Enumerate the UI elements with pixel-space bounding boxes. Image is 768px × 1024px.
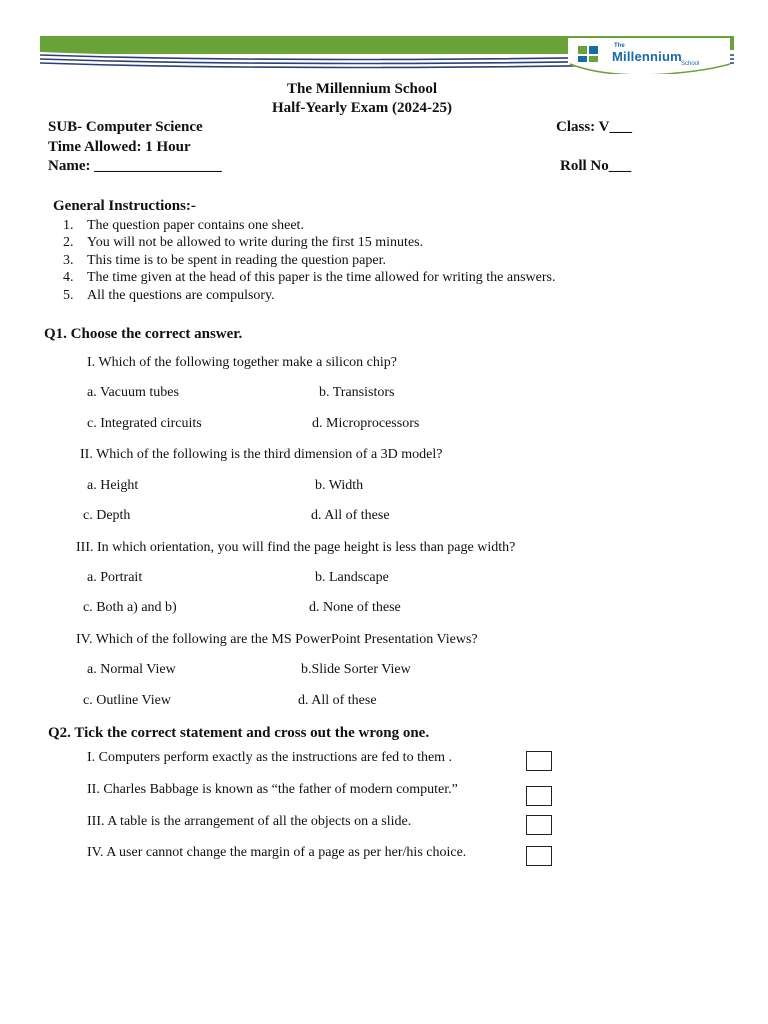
- logo-the-text: The: [614, 43, 625, 49]
- question-text: III. In which orientation, you will find the page height is less than page width?: [76, 540, 516, 555]
- statement-text: I. Computers perform exactly as the instructions are fed to them .: [87, 750, 453, 765]
- instruction-number: 2.: [63, 235, 74, 250]
- option-d: d. All of these: [311, 508, 390, 523]
- q1-title: Q1. Choose the correct answer.: [44, 326, 243, 342]
- class-label: Class: V___: [556, 119, 632, 135]
- option-a: a. Vacuum tubes: [87, 385, 179, 400]
- instruction-number: 3.: [63, 253, 74, 268]
- school-name: The Millennium School: [286, 81, 438, 97]
- time-allowed: Time Allowed: 1 Hour: [48, 139, 191, 155]
- exam-title: Half-Yearly Exam (2024-25): [272, 100, 452, 116]
- tick-box[interactable]: [526, 815, 552, 835]
- tick-box[interactable]: [526, 846, 552, 866]
- option-a: a. Height: [87, 478, 139, 493]
- q2-title: Q2. Tick the correct statement and cross out the wrong one.: [48, 725, 430, 741]
- option-d: d. None of these: [309, 600, 401, 615]
- name-label: Name: _________________: [48, 158, 222, 174]
- option-b: b. Landscape: [315, 570, 389, 585]
- statement-text: III. A table is the arrangement of all the objects on a slide.: [87, 814, 412, 829]
- instruction-number: 4.: [63, 270, 74, 285]
- instruction-text: This time is to be spent in reading the question paper.: [87, 253, 386, 268]
- instruction-number: 5.: [63, 288, 74, 303]
- logo-name-text: Millennium: [612, 49, 682, 64]
- option-c: c. Integrated circuits: [87, 416, 202, 431]
- tick-box[interactable]: [526, 751, 552, 771]
- statement-text: II. Charles Babbage is known as “the father of modern computer.”: [87, 782, 458, 797]
- instruction-number: 1.: [63, 218, 74, 233]
- instruction-text: The question paper contains one sheet.: [87, 218, 304, 233]
- tick-box[interactable]: [526, 786, 552, 806]
- question-text: IV. Which of the following are the MS PowerPoint Presentation Views?: [76, 632, 478, 647]
- option-b: b. Transistors: [319, 385, 395, 400]
- instruction-text: The time given at the head of this paper is the time allowed for writing the answers.: [87, 270, 556, 285]
- option-a: a. Portrait: [87, 570, 143, 585]
- instruction-text: You will not be allowed to write during the first 15 minutes.: [87, 235, 424, 250]
- option-b: b. Width: [315, 478, 364, 493]
- option-c: c. Depth: [83, 508, 131, 523]
- option-c: c. Outline View: [83, 693, 171, 708]
- roll-label: Roll No___: [560, 158, 632, 174]
- subject-label: SUB- Computer Science: [48, 119, 203, 135]
- option-d: d. All of these: [298, 693, 377, 708]
- question-text: I. Which of the following together make a silicon chip?: [87, 355, 397, 370]
- instructions-title: General Instructions:-: [53, 198, 196, 214]
- instruction-text: All the questions are compulsory.: [87, 288, 275, 303]
- option-b: b.Slide Sorter View: [301, 662, 411, 677]
- question-text: II. Which of the following is the third dimension of a 3D model?: [80, 447, 443, 462]
- option-d: d. Microprocessors: [312, 416, 420, 431]
- option-c: c. Both a) and b): [83, 600, 177, 615]
- option-a: a. Normal View: [87, 662, 176, 677]
- statement-text: IV. A user cannot change the margin of a page as per her/his choice.: [87, 845, 467, 860]
- logo-school-text: School: [681, 61, 700, 67]
